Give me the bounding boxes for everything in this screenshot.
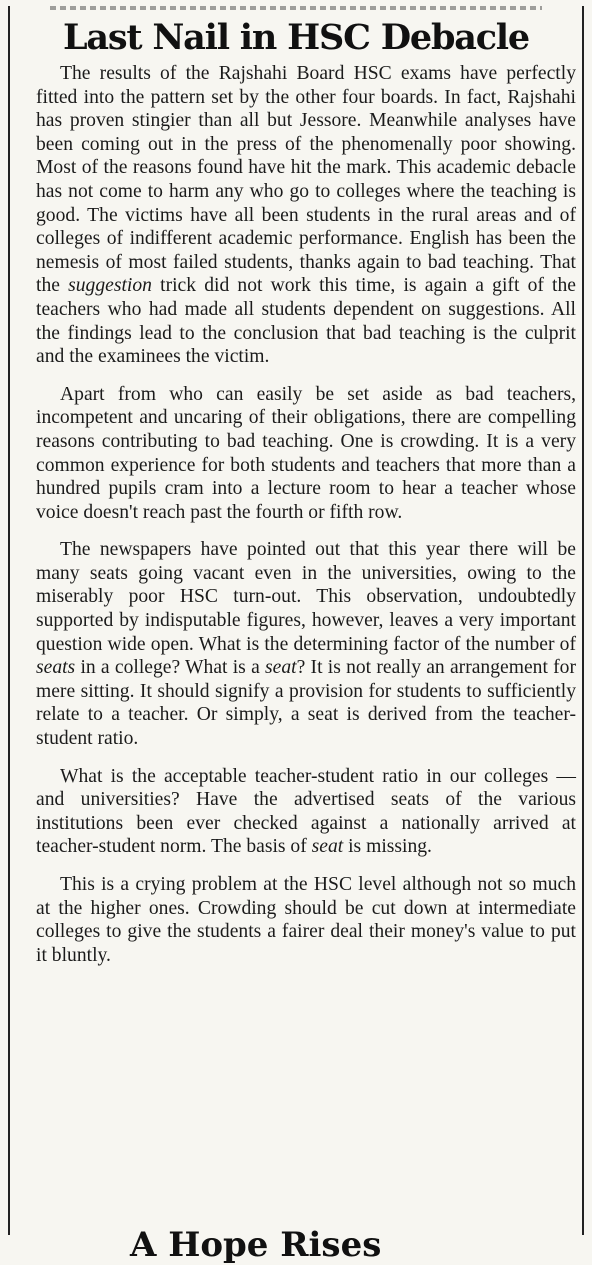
emphasized-word: seat [311,836,344,858]
paragraph-text: is missing. [343,836,432,858]
article-paragraph [36,538,576,750]
paragraph-text: in a college? What is a [75,657,266,679]
article-column [8,6,584,1265]
paragraph-text: trick did not work this time, is again a gift of the teachers who had made all students dependent on suggestions. All the findings lead to the conclusion that bad teaching is the culprit and the examinees the victim. [36,275,576,368]
article-body [36,62,576,981]
next-article-headline: A Hope Rises [130,1225,382,1265]
emphasized-word: suggestion [68,275,152,297]
previous-article-remnant [50,6,542,10]
article-headline: Last Nail in HSC Debacle [63,17,529,58]
article-paragraph [36,383,576,525]
emphasized-word: seats [36,657,76,679]
paragraph-text: This is a crying problem at the HSC level although not so much at the higher ones. Crowding should be cut down at intermediate colleges to give the students a fairer deal their money's value to put it bluntly. [36,874,576,966]
paragraph-text: The newspapers have pointed out that this year there will be many seats going vacant even in the universities, owing to the miserably poor HSC turn-out. This observation, undoubtedly supported by indisputable figures, however, leaves a very important question wide open. What is the determining factor of the number of [36,539,576,655]
next-article-headline-cutoff [130,1225,490,1265]
article-paragraph [36,765,576,859]
paragraph-text: The results of the Rajshahi Board HSC exams have perfectly fitted into the pattern set by the other four boards. In fact, Rajshahi has proven stingier than all but Jessore. Meanwhile analyses have been coming out in the press of the phenomenally poor showing. Most of the reasons found have hit the mark. This academic debacle has not come to harm any who go to colleges where the teaching is good. The victims have all been students in the rural areas and of colleges of indifferent academic performance. English has been the nemesis of most failed students, thanks again to bad teaching. That the [36,63,576,297]
article-paragraph [36,873,576,967]
emphasized-word: seat [265,657,297,679]
paragraph-text: What is the acceptable teacher-student ratio in our colleges — and universities? Have the advertised seats of the various institutions been ever checked against a nationally arrived at teacher-student norm. The basis of [36,765,576,858]
paragraph-text: ? It is not really an arrangement for mere sitting. It should signify a provision for students to sufficiently relate to a teacher. Or simply, a seat is derived from the teacher-student ratio. [36,657,577,750]
paragraph-text: Apart from who can easily be set aside as bad teachers, incompetent and uncaring of their obligations, there are compelling reasons contributing to bad teaching. One is crowding. It is a very common experience for both students and teachers that more than a hundred pupils cram into a lecture room to hear a teacher whose voice doesn't reach past the fourth or fifth row. [36,383,576,523]
article-paragraph [36,62,576,369]
